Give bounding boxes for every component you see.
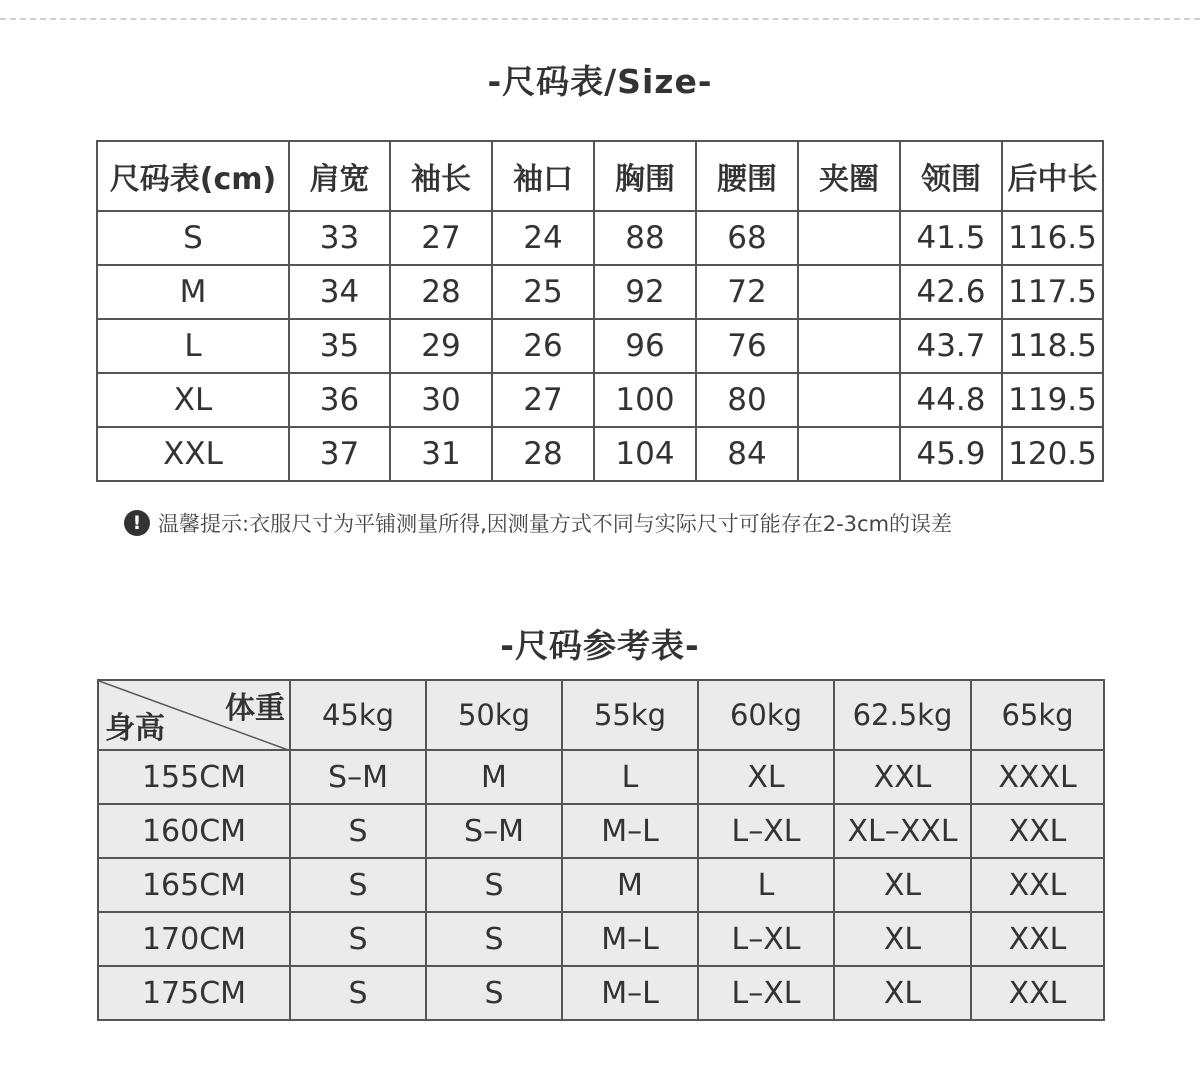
measurement-cell: 117.5 — [1002, 265, 1103, 319]
measurement-cell: 29 — [390, 319, 492, 373]
measurement-cell: 88 — [594, 211, 696, 265]
weight-header: 55kg — [562, 680, 698, 750]
recommended-size-cell: S — [426, 858, 562, 912]
recommended-size-cell: M — [426, 750, 562, 804]
recommended-size-cell: M–L — [562, 966, 698, 1020]
recommended-size-cell: S — [426, 966, 562, 1020]
size-chart-title: -尺码表/Size- — [487, 62, 713, 101]
size-table-header-row — [97, 141, 1103, 211]
measurement-cell: 68 — [696, 211, 798, 265]
weight-header: 62.5kg — [834, 680, 971, 750]
measurement-cell: 96 — [594, 319, 696, 373]
recommended-size-cell: XXL — [834, 750, 971, 804]
recommended-size-cell: S — [290, 804, 426, 858]
height-cell: 175CM — [98, 966, 290, 1020]
recommended-size-cell: XL — [834, 966, 971, 1020]
recommended-size-cell: S–M — [290, 750, 426, 804]
height-label: 身高 — [105, 711, 165, 746]
measurement-cell: 36 — [289, 373, 390, 427]
recommended-size-cell: L — [562, 750, 698, 804]
recommended-size-cell: S — [290, 966, 426, 1020]
weight-label: 体重 — [225, 691, 285, 726]
header-back-length: 后中长 — [1002, 141, 1103, 211]
recommended-size-cell: XXL — [971, 858, 1104, 912]
measurement-cell: 35 — [289, 319, 390, 373]
size-reference-table — [97, 679, 1105, 1021]
reference-row — [98, 750, 1104, 804]
measurement-cell: 41.5 — [900, 211, 1002, 265]
measurement-cell: 27 — [492, 373, 594, 427]
measurement-cell: 76 — [696, 319, 798, 373]
measurement-cell: 27 — [390, 211, 492, 265]
measurement-cell: 34 — [289, 265, 390, 319]
recommended-size-cell: L–XL — [698, 804, 834, 858]
measurement-cell: 25 — [492, 265, 594, 319]
measurement-cell: 44.8 — [900, 373, 1002, 427]
reference-row — [98, 966, 1104, 1020]
measurement-cell: 28 — [390, 265, 492, 319]
header-waist: 腰围 — [696, 141, 798, 211]
weight-header: 65kg — [971, 680, 1104, 750]
measurement-cell: 31 — [390, 427, 492, 481]
header-sleeve-length: 袖长 — [390, 141, 492, 211]
measurement-cell: 120.5 — [1002, 427, 1103, 481]
recommended-size-cell: XXL — [971, 804, 1104, 858]
measurement-cell: 43.7 — [900, 319, 1002, 373]
measurement-cell: 45.9 — [900, 427, 1002, 481]
measurement-cell: 33 — [289, 211, 390, 265]
recommended-size-cell: L–XL — [698, 912, 834, 966]
measurement-cell — [798, 211, 900, 265]
measurement-cell — [798, 373, 900, 427]
measurement-cell: 26 — [492, 319, 594, 373]
recommended-size-cell: XL — [698, 750, 834, 804]
recommended-size-cell: S — [290, 912, 426, 966]
corner-cell — [98, 680, 290, 750]
size-table-row — [97, 373, 1103, 427]
reference-row — [98, 912, 1104, 966]
header-size: 尺码表(cm) — [97, 141, 289, 211]
size-table-row — [97, 427, 1103, 481]
measurement-cell: 42.6 — [900, 265, 1002, 319]
height-cell: 170CM — [98, 912, 290, 966]
measurement-cell: 30 — [390, 373, 492, 427]
recommended-size-cell: M–L — [562, 804, 698, 858]
reference-chart-title: -尺码参考表- — [500, 626, 700, 665]
size-label-cell: S — [97, 211, 289, 265]
size-table-row — [97, 211, 1103, 265]
weight-header: 45kg — [290, 680, 426, 750]
size-table-row — [97, 265, 1103, 319]
size-label-cell: M — [97, 265, 289, 319]
size-table — [96, 140, 1104, 482]
size-table-row — [97, 319, 1103, 373]
measurement-cell: 72 — [696, 265, 798, 319]
measurement-cell: 92 — [594, 265, 696, 319]
measurement-cell: 84 — [696, 427, 798, 481]
recommended-size-cell: XXXL — [971, 750, 1104, 804]
size-label-cell: XL — [97, 373, 289, 427]
recommended-size-cell: S — [426, 912, 562, 966]
height-cell: 155CM — [98, 750, 290, 804]
recommended-size-cell: XL — [834, 858, 971, 912]
height-cell: 160CM — [98, 804, 290, 858]
measurement-cell — [798, 427, 900, 481]
measurement-cell — [798, 319, 900, 373]
weight-header: 60kg — [698, 680, 834, 750]
header-shoulder: 肩宽 — [289, 141, 390, 211]
height-cell: 165CM — [98, 858, 290, 912]
measurement-cell: 100 — [594, 373, 696, 427]
header-collar: 领围 — [900, 141, 1002, 211]
recommended-size-cell: M — [562, 858, 698, 912]
measurement-cell: 80 — [696, 373, 798, 427]
measurement-cell: 28 — [492, 427, 594, 481]
header-chest: 胸围 — [594, 141, 696, 211]
exclamation-icon: ! — [124, 510, 150, 536]
measurement-cell: 104 — [594, 427, 696, 481]
measurement-tip — [124, 508, 952, 538]
weight-header: 50kg — [426, 680, 562, 750]
recommended-size-cell: XL — [834, 912, 971, 966]
recommended-size-cell: XL–XXL — [834, 804, 971, 858]
header-armhole: 夹圈 — [798, 141, 900, 211]
recommended-size-cell: L — [698, 858, 834, 912]
recommended-size-cell: XXL — [971, 912, 1104, 966]
tip-text: 温馨提示:衣服尺寸为平铺测量所得,因测量方式不同与实际尺寸可能存在2-3cm的误差 — [158, 512, 953, 536]
reference-row — [98, 858, 1104, 912]
top-dashed-divider — [0, 18, 1200, 20]
recommended-size-cell: M–L — [562, 912, 698, 966]
measurement-cell — [798, 265, 900, 319]
measurement-cell: 116.5 — [1002, 211, 1103, 265]
measurement-cell: 118.5 — [1002, 319, 1103, 373]
reference-row — [98, 804, 1104, 858]
measurement-cell: 119.5 — [1002, 373, 1103, 427]
recommended-size-cell: XXL — [971, 966, 1104, 1020]
recommended-size-cell: L–XL — [698, 966, 834, 1020]
size-label-cell: L — [97, 319, 289, 373]
recommended-size-cell: S — [290, 858, 426, 912]
size-label-cell: XXL — [97, 427, 289, 481]
header-cuff: 袖口 — [492, 141, 594, 211]
measurement-cell: 24 — [492, 211, 594, 265]
measurement-cell: 37 — [289, 427, 390, 481]
reference-header-row — [98, 680, 1104, 750]
recommended-size-cell: S–M — [426, 804, 562, 858]
